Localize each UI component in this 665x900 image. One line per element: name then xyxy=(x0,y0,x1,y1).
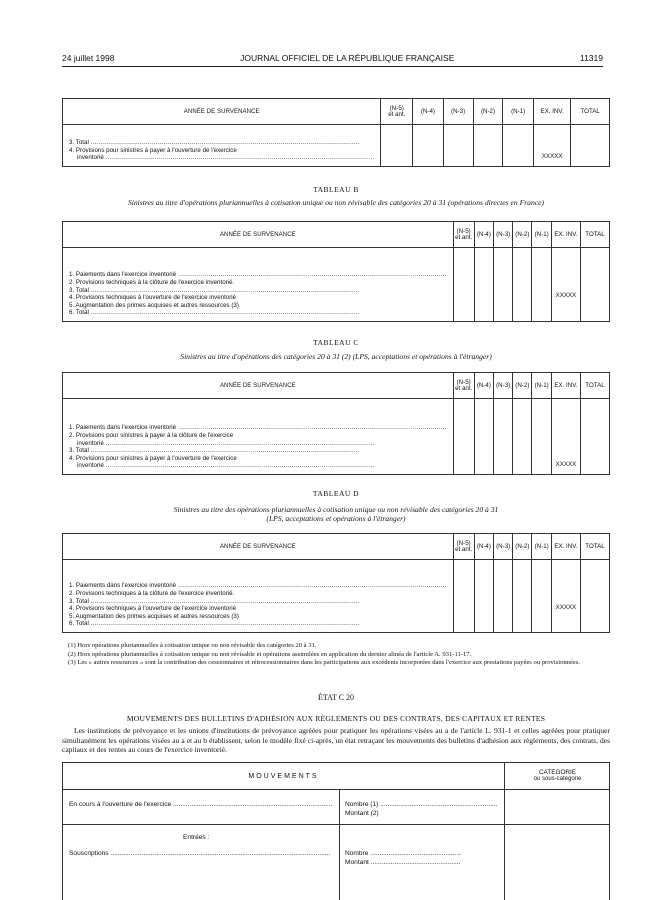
row-label: 2. Provisions pour sinistres à payer à la clôture de l'exercice xyxy=(69,432,234,440)
footnote: (3) Les « autres ressources » sont la contribution des cessionnaires et rétrocessionnaires dans les participations aux excédents incorporées dans l'exercice aux prestations payées ou provisionnées. xyxy=(68,659,581,667)
row-label: 4. Provisions pour sinistres à payer à l'ouverture de l'exercice xyxy=(69,146,237,154)
row-label: 2. Provisions techniques à la clôture de l'exercice inventorié. xyxy=(69,279,235,287)
col-header-total: TOTAL xyxy=(580,534,609,560)
footnote: (1) Hors opérations pluriannuelles à cotisation unique ou non révisable des catégories 20 à 31. xyxy=(68,642,317,649)
table-d xyxy=(62,533,610,633)
row-label: 1. Paiements dans l'exercice inventorié ..... xyxy=(69,424,447,432)
row-label: 6. Total ..... xyxy=(69,620,447,628)
row-label: 5. Augmentation des primes acquises et autres ressources (3) xyxy=(69,612,239,620)
xxxxx-cell: XXXXX xyxy=(551,248,580,322)
page-header xyxy=(62,53,603,63)
row-label: inventorié ..... xyxy=(69,462,447,470)
col-header-annee: ANNÉE DE SURVENANCE xyxy=(63,99,381,125)
xxxxx-cell: XXXXX xyxy=(533,125,570,167)
col-header-n5: (N-5) et ant. xyxy=(381,99,413,125)
montant-label: Montant (2) xyxy=(345,810,379,817)
montant-label: Montant ..... xyxy=(345,859,461,866)
col-header-n2: (N-2) xyxy=(473,99,503,125)
footnote: (2) Hors opérations pluriannuelles à cotisation unique ou non révisable et opérations assimilées en application du dernier alinéa de l'article A. 931-11-17. xyxy=(68,650,472,658)
table-b xyxy=(62,221,610,322)
souscriptions-label: Souscriptions ..... xyxy=(69,850,333,857)
entrees-label: Entrées : xyxy=(183,834,210,841)
col-header-annee: ANNÉE DE SURVENANCE xyxy=(63,373,454,399)
row-labels xyxy=(63,560,454,633)
col-header-n5: (N-5) et ant. xyxy=(453,222,474,248)
row-label: inventorié ..... xyxy=(69,440,447,448)
xxxxx-cell: XXXXX xyxy=(551,560,580,633)
en-cours-label: En cours à l'ouverture de l'exercice ..... xyxy=(69,801,333,808)
table-c-title: TABLEAU C xyxy=(313,338,359,347)
col-header-annee: ANNÉE DE SURVENANCE xyxy=(63,534,454,560)
col-header-n2: (N-2) xyxy=(513,373,532,399)
row-label: 3. Total ..... xyxy=(69,139,374,147)
row-label: 4. Provisions techniques à l'ouverture de l'exercice inventorié xyxy=(69,294,237,302)
col-header-n3: (N-3) xyxy=(443,99,473,125)
col-header-exinv: EX. INV. xyxy=(551,534,580,560)
col-header-n1: (N-1) xyxy=(532,373,551,399)
categorie-header-line2: ou sous-catégorie xyxy=(533,776,582,782)
row-label: 3. Total ..... xyxy=(69,287,447,295)
header-journal: JOURNAL OFFICIEL DE LA RÉPUBLIQUE FRANÇAISE xyxy=(240,53,455,63)
row-label: 4. Provisions techniques à l'ouverture de l'exercice inventorié xyxy=(69,605,237,613)
col-header-n2: (N-2) xyxy=(513,534,532,560)
col-header-n2: (N-2) xyxy=(513,222,532,248)
table-a xyxy=(62,98,610,167)
row-labels xyxy=(63,248,454,322)
col-header-n1: (N-1) xyxy=(532,534,551,560)
etat-title: ÉTAT C 20 xyxy=(317,693,355,702)
footnotes xyxy=(62,642,610,668)
col-header-n4: (N-4) xyxy=(474,534,493,560)
table-c xyxy=(62,372,610,475)
nombre-label: Nombre ..... xyxy=(345,850,461,857)
row-label: 2. Provisions techniques à la clôture de l'exercice inventorié. xyxy=(69,590,235,598)
table-d-title: TABLEAU D xyxy=(312,489,360,498)
col-header-total: TOTAL xyxy=(580,373,609,399)
table-b-title: TABLEAU B xyxy=(313,185,359,194)
row-label: inventorié ..... xyxy=(69,154,374,162)
row-labels xyxy=(63,125,381,167)
categorie-header-line1: CATÉGORIE xyxy=(538,769,577,776)
col-header-total: TOTAL xyxy=(580,222,609,248)
table-d-subtitle-line1: Sinistres au titre des opérations pluriannuelles à cotisation unique ou non révisable des catégories 20 à 31 xyxy=(173,505,499,514)
col-header-n4: (N-4) xyxy=(474,222,493,248)
col-header-n5: (N-5) et ant. xyxy=(453,534,474,560)
col-header-n4: (N-4) xyxy=(413,99,443,125)
col-header-n3: (N-3) xyxy=(494,222,513,248)
mouvements-header: MOUVEMENTS xyxy=(248,773,319,780)
etat-heading: MOUVEMENTS DES BULLETINS D'ADHÉSION AUX RÈGLEMENTS OU DES CONTRATS, DES CAPITAUX ET RENTES xyxy=(126,714,546,723)
col-header-exinv: EX. INV. xyxy=(533,99,570,125)
table-b-subtitle: Sinistres au titre d'opérations pluriannuelles à cotisation unique ou non révisable des catégories 20 à 31 (opérations directes en France) xyxy=(127,198,545,207)
col-header-exinv: EX. INV. xyxy=(551,373,580,399)
row-label: 1. Paiements dans l'exercice inventorié ..... xyxy=(69,582,447,590)
header-page-number: 11319 xyxy=(579,53,603,63)
row-labels xyxy=(63,399,454,475)
etat-paragraph: Les institutions de prévoyance et les unions d'institutions de prévoyance agréées pour pratiquer les opérations visées au a de l'article L. 931-1 et celles agréées pour pratiquer simultanément les opérations visées au a et au b établissent, selon le modèle fixé ci-après, un état retraçant les mouvements des bulletins d'adhésion aux règlements, des contrats, des capitaux et des rentes au cours de l'exercice inventorié. xyxy=(62,726,610,754)
col-header-n1: (N-1) xyxy=(532,222,551,248)
row-label: 3. Total ..... xyxy=(69,598,447,606)
col-header-n4: (N-4) xyxy=(474,373,493,399)
col-header-total: TOTAL xyxy=(571,99,610,125)
nombre-label: Nombre (1) ..... xyxy=(345,801,497,808)
row-label: 4. Provisions pour sinistres à payer à l'ouverture de l'exercice xyxy=(69,454,237,462)
col-header-n3: (N-3) xyxy=(494,534,513,560)
col-header-exinv: EX. INV. xyxy=(551,222,580,248)
col-header-n5: (N-5) et ant. xyxy=(453,373,474,399)
mouvements-table xyxy=(62,762,610,900)
table-c-subtitle: Sinistres au titre d'opérations des catégories 20 à 31 (2) (LPS, acceptations et opérations à l'étranger) xyxy=(180,352,492,361)
col-header-n3: (N-3) xyxy=(494,373,513,399)
col-header-annee: ANNÉE DE SURVENANCE xyxy=(63,222,454,248)
row-label: 5. Augmentation des primes acquises et autres ressources (3) xyxy=(69,301,239,309)
row-label: 1. Paiements dans l'exercice inventorié ..... xyxy=(69,271,447,279)
col-header-n1: (N-1) xyxy=(503,99,533,125)
header-rule xyxy=(62,66,603,67)
row-label: 3. Total ..... xyxy=(69,447,447,455)
header-date: 24 juillet 1998 xyxy=(62,53,115,63)
row-label: 6. Total ..... xyxy=(69,309,447,317)
xxxxx-cell: XXXXX xyxy=(551,399,580,475)
table-d-subtitle-line2: (LPS, acceptations et opérations à l'étranger) xyxy=(266,514,406,523)
